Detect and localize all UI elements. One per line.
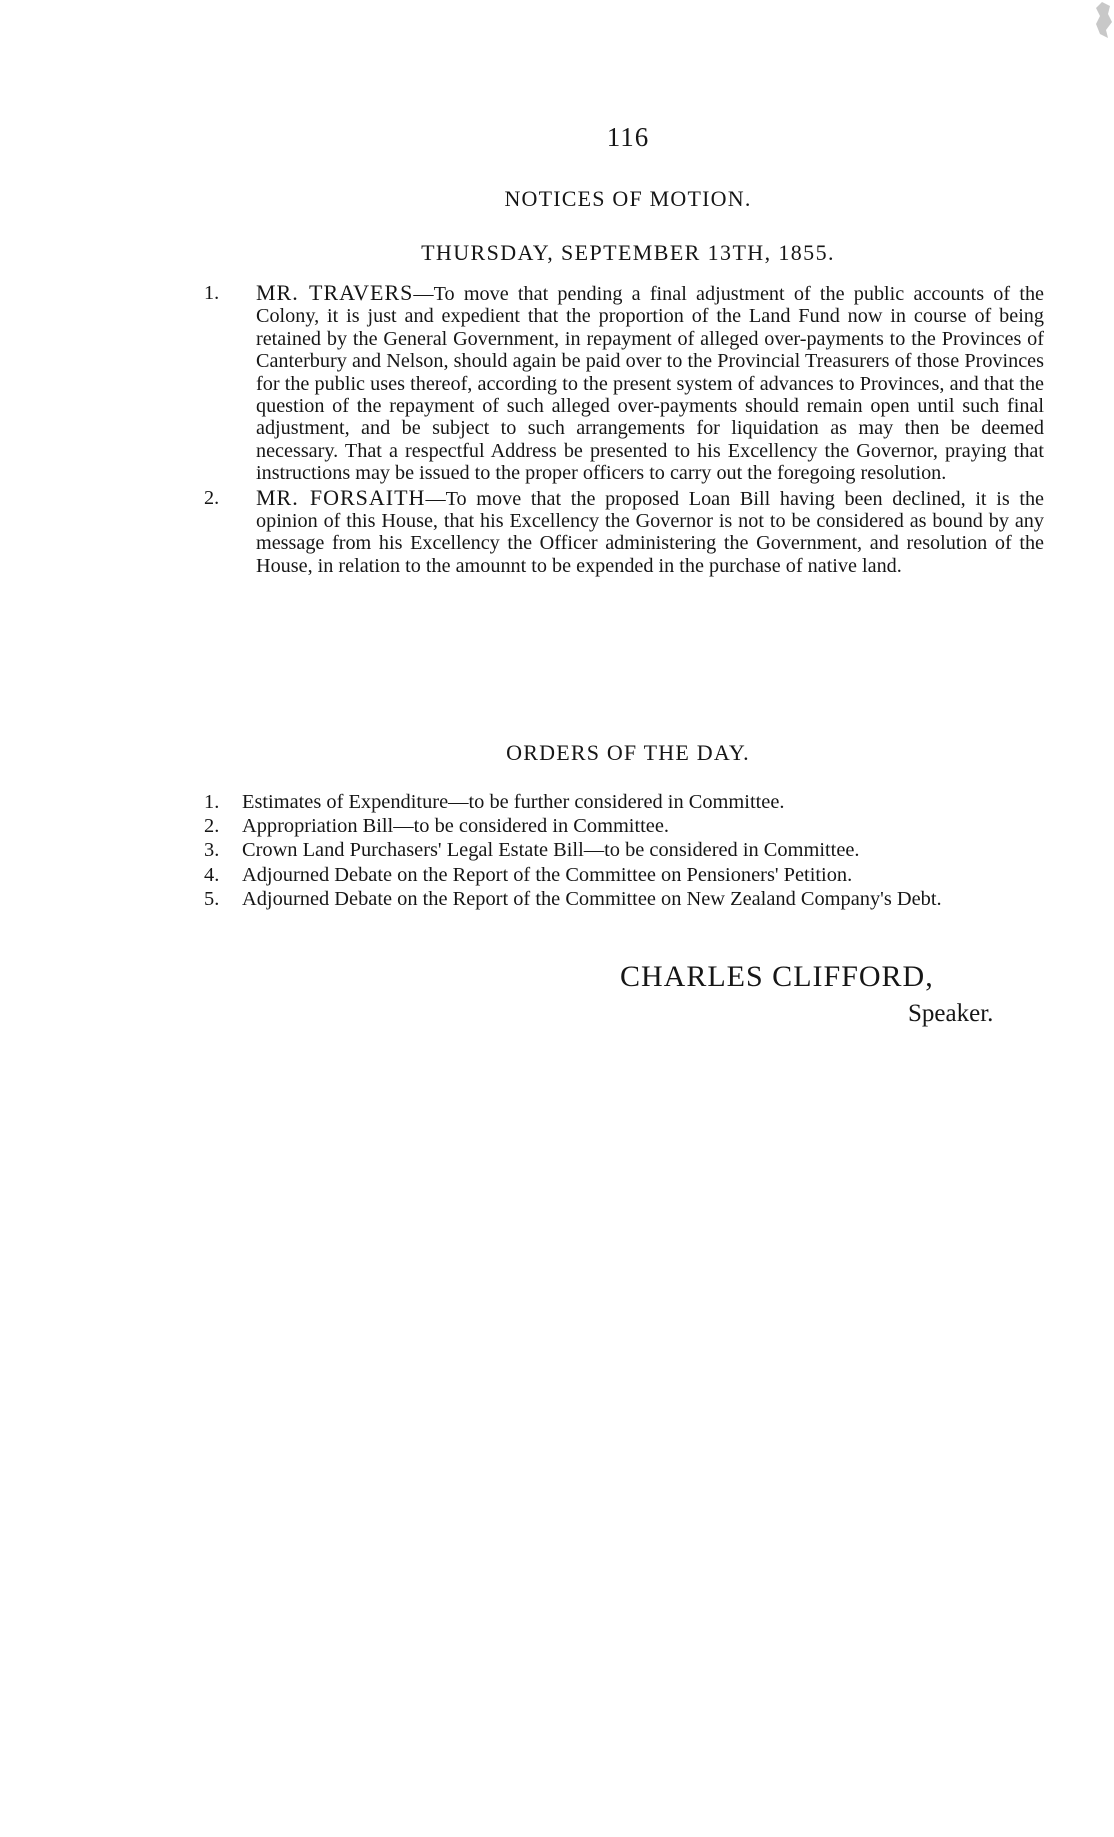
orders-of-the-day-heading: ORDERS OF THE DAY. xyxy=(506,740,750,765)
order-text: Estimates of Expenditure—to be further considered in Committee. xyxy=(242,791,785,813)
order-item xyxy=(204,887,1044,911)
motion-mover: MR. TRAVERS xyxy=(256,280,414,305)
motion-number: 1. xyxy=(204,282,220,304)
notices-of-motion-heading: NOTICES OF MOTION. xyxy=(504,186,752,211)
orders-list xyxy=(204,790,1044,911)
signatory-title: Speaker. xyxy=(908,1000,994,1027)
motion-item xyxy=(204,282,1044,485)
order-number: 4. xyxy=(204,863,220,886)
session-date-heading: THURSDAY, SEPTEMBER 13TH, 1855. xyxy=(421,240,835,265)
page-number: 116 xyxy=(606,122,650,152)
motions-list xyxy=(204,282,1044,577)
order-number: 1. xyxy=(204,791,220,813)
scan-artifact-mark xyxy=(1088,0,1114,40)
motion-number: 2. xyxy=(204,486,220,509)
order-text: Appropriation Bill—to be considered in Committee. xyxy=(242,815,669,838)
order-item xyxy=(204,790,1044,814)
order-number: 5. xyxy=(204,887,220,910)
motion-mover: MR. FORSAITH xyxy=(256,484,426,510)
signatory-name: CHARLES CLIFFORD, xyxy=(620,960,934,993)
motion-item xyxy=(204,484,1045,578)
order-text: Adjourned Debate on the Report of the Committee on New Zealand Company's Debt. xyxy=(242,887,942,910)
motion-text: —To move that pending a final adjustment of the public accounts of the Colony, it is just and expedient that the proportion of the Land Fund now in course of being retained by the General Government, in repayment of alleged over-payments to the Provinces of Canterbury and Nelson, should again be paid over to the Provincial Treasurers of those Provinces for the public uses thereof, according to the present system of advances to Provinces, and that the question of the repayment of such alleged over-payments should remain open until such final adjustment, and be subject to such arrangements for liquidation as may then be deemed necessary. That a respectful Address be presented to his Excellency the Governor, praying that instructions may be issued to the proper officers to carry out the foregoing resolution. xyxy=(256,283,1044,485)
order-text: Crown Land Purchasers' Legal Estate Bill—to be considered in Committee. xyxy=(242,839,860,862)
order-number: 3. xyxy=(204,839,220,862)
order-text: Adjourned Debate on the Report of the Committee on Pensioners' Petition. xyxy=(242,863,853,886)
order-number: 2. xyxy=(204,815,220,838)
order-item xyxy=(204,838,1044,862)
order-item xyxy=(204,863,1044,887)
order-item xyxy=(204,814,1044,838)
motion-text: —To move that the proposed Loan Bill having been declined, it is the opinion of this House, that his Excellency the Governor is not to be considered as bound by any message from his Excellency the Officer administering the Government, and resolution of the House, in relation to the amounnt to be expended in the purchase of native land. xyxy=(256,487,1045,577)
